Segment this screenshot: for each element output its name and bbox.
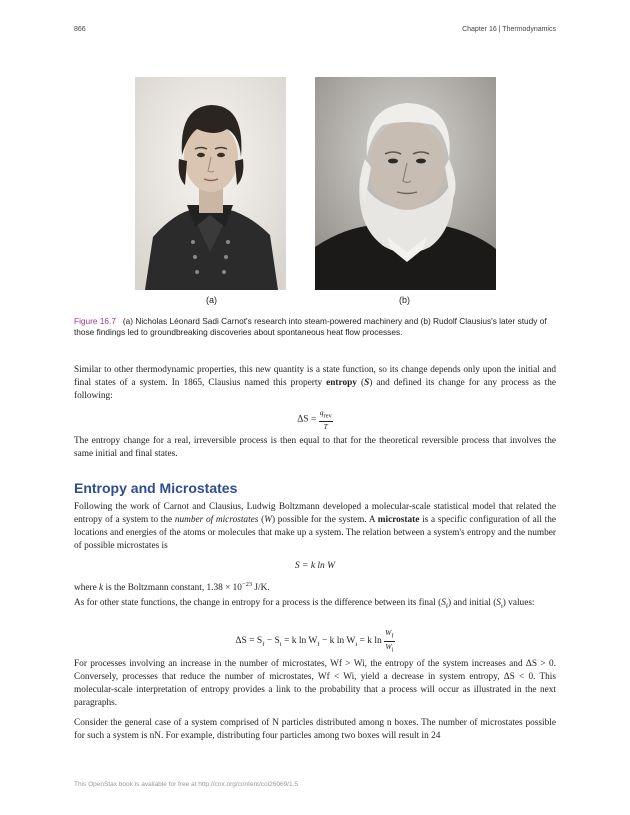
p5-b: ) and initial ( xyxy=(448,598,497,608)
clausius-portrait xyxy=(315,77,496,290)
eq2-text: S = k ln W xyxy=(294,561,336,571)
eq1-numerator: q xyxy=(319,408,324,417)
eq3-sub-i2: i xyxy=(355,641,358,649)
p3-c: ) possible for the system. A xyxy=(271,515,378,525)
figure-tag: Figure 16.7 xyxy=(74,316,116,326)
eq3-part2: − S xyxy=(264,636,280,647)
carnot-portrait xyxy=(135,77,286,290)
paragraph-intro: Similar to other thermodynamic properties, this new quantity is a state function, so its change depends only upon the initial and final states of a system. In 1865, Clausius named this property entropy (S) and defined its change for any process as the following: xyxy=(74,365,557,401)
entropy-symbol: S xyxy=(364,378,370,388)
p5-a: As for other state functions, the change in entropy for a process is the difference between its final ( xyxy=(74,598,442,608)
equation-boltzmann xyxy=(74,561,556,571)
eq1-denominator: T xyxy=(323,421,328,431)
figure-caption xyxy=(74,316,554,337)
p5-c: ) values: xyxy=(502,598,535,608)
p3-italic: number of microstates xyxy=(174,515,259,525)
p5-si-sub: i xyxy=(500,602,503,610)
p4-k: k xyxy=(99,583,104,594)
paragraph-change-in-entropy xyxy=(74,597,556,613)
page-number: 866 xyxy=(74,26,86,33)
intro-text-2: and defined its change for any process as the following: xyxy=(74,378,557,401)
p4-c: J/K. xyxy=(252,583,270,594)
eq3-frac-num-sub: f xyxy=(391,632,394,640)
paragraph-boxes: Consider the general case of a system comprised of N particles distributed among n boxes. The number of microstates possible for such a system is nN. For example, distributing four particles among two boxes will result in 24 xyxy=(74,718,556,741)
eq3-sub-f: f xyxy=(262,641,265,649)
paragraph-boltzmann xyxy=(74,501,556,553)
eq3-frac-num: W xyxy=(385,628,392,637)
p5-sf-sub: f xyxy=(445,602,449,610)
eq3-sub-i: i xyxy=(279,641,282,649)
eq3-part1: ΔS = S xyxy=(235,636,263,647)
figure-label-a: (a) xyxy=(206,295,217,305)
eq3-frac-den: W xyxy=(385,641,392,651)
equation-delta-s xyxy=(74,628,556,654)
p3-a: Following the work of Carnot and Clausius, Ludwig Boltzmann developed a molecular-scale statistical model that related the entropy of a system to the xyxy=(74,502,556,525)
entropy-term: entropy xyxy=(326,378,357,388)
section-title: Entropy and Microstates xyxy=(74,480,238,496)
paragraph-irreversible: The entropy change for a real, irreversible process is then equal to that for the theoretical reversible process that involves the same initial and final states. xyxy=(74,436,556,459)
figure-caption-text: (a) Nicholas Léonard Sadi Carnot's research into steam-powered machinery and (b) Rudolf Clausius's later study of those findings led to groundbreaking discoveries about spontaneous heat flow processes. xyxy=(74,316,547,337)
paragraph-boltzmann-constant xyxy=(74,578,556,595)
eq1-numerator-sub: rev xyxy=(323,412,332,420)
eq3-frac-den-sub: i xyxy=(391,646,394,653)
eq3-part4: − k ln W xyxy=(319,636,356,647)
microstate-term: microstate xyxy=(377,515,420,525)
chapter-header: Chapter 16 | Thermodynamics xyxy=(462,26,556,33)
intro-text-1: Similar to other thermodynamic properties, this new quantity is a state function, so its change depends only upon the initial and final states of a system. In 1865, Clausius named this property xyxy=(74,365,556,388)
p3-b: ( xyxy=(258,515,265,525)
p5-sf: S xyxy=(441,598,446,608)
paragraph-microstate-increase: For processes involving an increase in the number of microstates, Wf > Wi, the entropy of the system increases and ΔS > 0. Conversely, processes that reduce the number of microstates, Wf < Wi, yield a decrease in system entropy, ΔS < 0. This molecular-scale interpretation of entropy provides a link to the probability that a process will occur as illustrated in the next paragraphs. xyxy=(74,659,556,708)
p5-si: S xyxy=(496,598,501,608)
eq3-part3: = k ln W xyxy=(281,636,318,647)
p4-b: is the Boltzmann constant, 1.38 × 10 xyxy=(103,583,242,594)
eq1-lhs: ΔS = xyxy=(297,414,317,425)
p3-d: is a specific configuration of all the locations and energies of the atoms or molecules that make up a system. The relation between a system's entropy and the number of possible microstates is xyxy=(74,515,556,551)
p3-w: W xyxy=(264,515,272,525)
equation-entropy-definition xyxy=(74,408,556,431)
eq3-part5: = k ln xyxy=(357,636,382,647)
p4-exponent: −23 xyxy=(241,581,253,588)
p4-a: where xyxy=(74,583,100,594)
footer-text: This OpenStax book is available for free at http://cnx.org/content/col26069/1.5 xyxy=(74,781,299,788)
figure-label-b: (b) xyxy=(399,295,410,305)
eq3-sub-f2: f xyxy=(317,641,320,649)
